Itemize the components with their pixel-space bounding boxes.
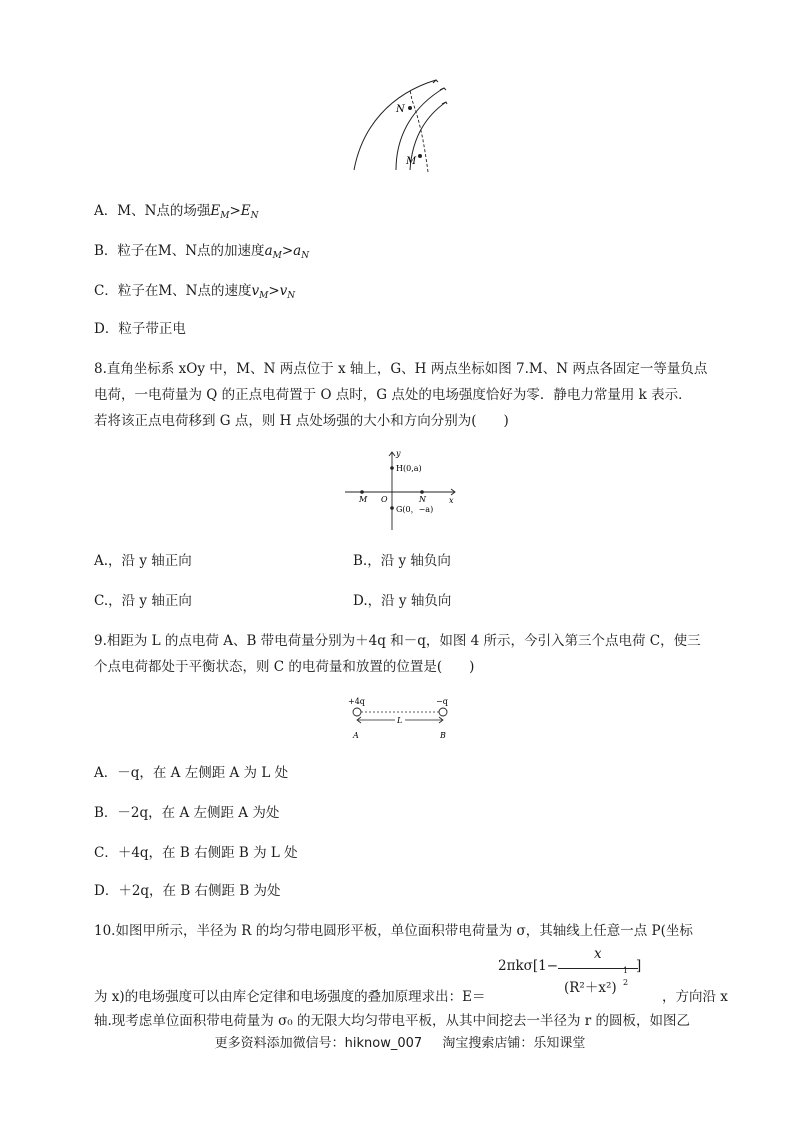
formula-exp-den: 2 xyxy=(623,978,629,987)
label-o: O xyxy=(381,495,388,504)
q8-option-d: D.，沿 y 轴负向 xyxy=(353,593,452,609)
formula-numerator: x xyxy=(594,946,602,962)
q9-stem-line-2: 个点电荷都处于平衡状态，则 C 的电荷量和放置的位置是( ) xyxy=(94,659,475,675)
q9-option-c: C．＋4q，在 B 右侧距 B 为 L 处 xyxy=(94,845,298,861)
q8-stem-line-1: 8.直角坐标系 xOy 中，M、N 两点位于 x 轴上，G、H 两点坐标如图 7.M、N 两点各固定一等量负点 xyxy=(94,361,708,377)
q7-option-d: D．粒子带正电 xyxy=(94,321,186,337)
label-charge-b: −q xyxy=(436,697,448,706)
label-h: H(0,a) xyxy=(396,464,422,473)
q8-option-c: C.，沿 y 轴正向 xyxy=(94,593,192,609)
label-m: M xyxy=(406,156,417,167)
label-b: B xyxy=(440,731,446,740)
point-n xyxy=(408,106,412,110)
formula-exp-num: 1 xyxy=(623,966,629,975)
point-n xyxy=(420,490,424,494)
q10-stem-line-3: 轴.现考虑单位面积带电荷量为 σ₀ 的无限大均匀带电平板，从其中间挖去一半径为 r 的圆板，如图乙 xyxy=(94,1013,691,1029)
q9-stem-line-1: 9.相距为 L 的点电荷 A、B 带电荷量分别为＋4q 和－q，如图 4 所示，今引入第三个点电荷 C，使三 xyxy=(94,633,701,649)
charge-a-circle xyxy=(353,708,361,716)
charge-b-circle xyxy=(439,708,447,716)
label-g: G(0，−a) xyxy=(396,505,434,514)
q10-stem-line-1: 10.如图甲所示，半径为 R 的均匀带电圆形平板，单位面积带电荷量为 σ，其轴线上任意一点 P(坐标 xyxy=(94,923,693,939)
q9-option-a: A．－q，在 A 左侧距 A 为 L 处 xyxy=(94,765,289,781)
label-l: L xyxy=(397,716,403,725)
point-m xyxy=(418,154,422,158)
arrow-head-3 xyxy=(442,102,447,104)
field-formula xyxy=(498,946,658,1006)
label-charge-a: +4q xyxy=(348,697,365,706)
x-axis-label: x xyxy=(449,496,454,505)
q10-stem-line-2a: 为 x)的电场强度可以由库仑定律和电场强度的叠加原理求出：E＝ xyxy=(94,989,486,1005)
y-axis-label: y xyxy=(396,449,401,458)
page-footer xyxy=(0,1032,800,1051)
q8-option-a: A.，沿 y 轴正向 xyxy=(94,553,192,569)
footer-taobao: 淘宝搜索店铺：乐知课堂 xyxy=(442,1036,586,1051)
footer-wechat: 更多资料添加微信号：hiknow_007 xyxy=(214,1036,423,1051)
q8-option-b: B.，沿 y 轴负向 xyxy=(353,553,451,569)
charges-figure xyxy=(345,694,461,742)
q8-stem-line-2: 电荷，一电荷量为 Q 的正点电荷置于 O 点时，G 点处的电场强度恰好为零．静电力常量用 k 表示． xyxy=(94,387,692,403)
arrow-head-2 xyxy=(440,88,446,90)
q7-option-b: B．粒子在M、N点的加速度$a_M>a_N$ xyxy=(94,243,310,261)
label-n: N xyxy=(396,104,405,115)
formula-close: ] xyxy=(636,958,642,974)
q7-option-c: C．粒子在M、N点的速度$v_M>v_N$ xyxy=(94,283,296,301)
q7-option-a: A．M、N点的场强$E_M>E_N$ xyxy=(94,203,259,221)
q8-stem-line-3: 若将该正点电荷移到 G 点，则 H 点处场强的大小和方向分别为( ) xyxy=(94,413,509,429)
point-m xyxy=(360,490,364,494)
point-h xyxy=(390,466,394,470)
point-g xyxy=(390,506,394,510)
formula-prefix: 2πkσ[1− xyxy=(498,958,559,974)
label-n: N xyxy=(419,495,426,504)
coordinate-figure xyxy=(345,446,461,532)
q10-stem-line-2b: ，方向沿 x xyxy=(662,989,728,1005)
q9-option-d: D．＋2q，在 B 右侧距 B 为处 xyxy=(94,883,281,899)
label-a: A xyxy=(353,731,359,740)
q9-option-b: B．－2q，在 A 左侧距 A 为处 xyxy=(94,805,280,821)
label-m: M xyxy=(359,495,368,504)
field-line-figure xyxy=(340,72,460,176)
formula-denominator: (R²＋x²) xyxy=(564,980,617,996)
